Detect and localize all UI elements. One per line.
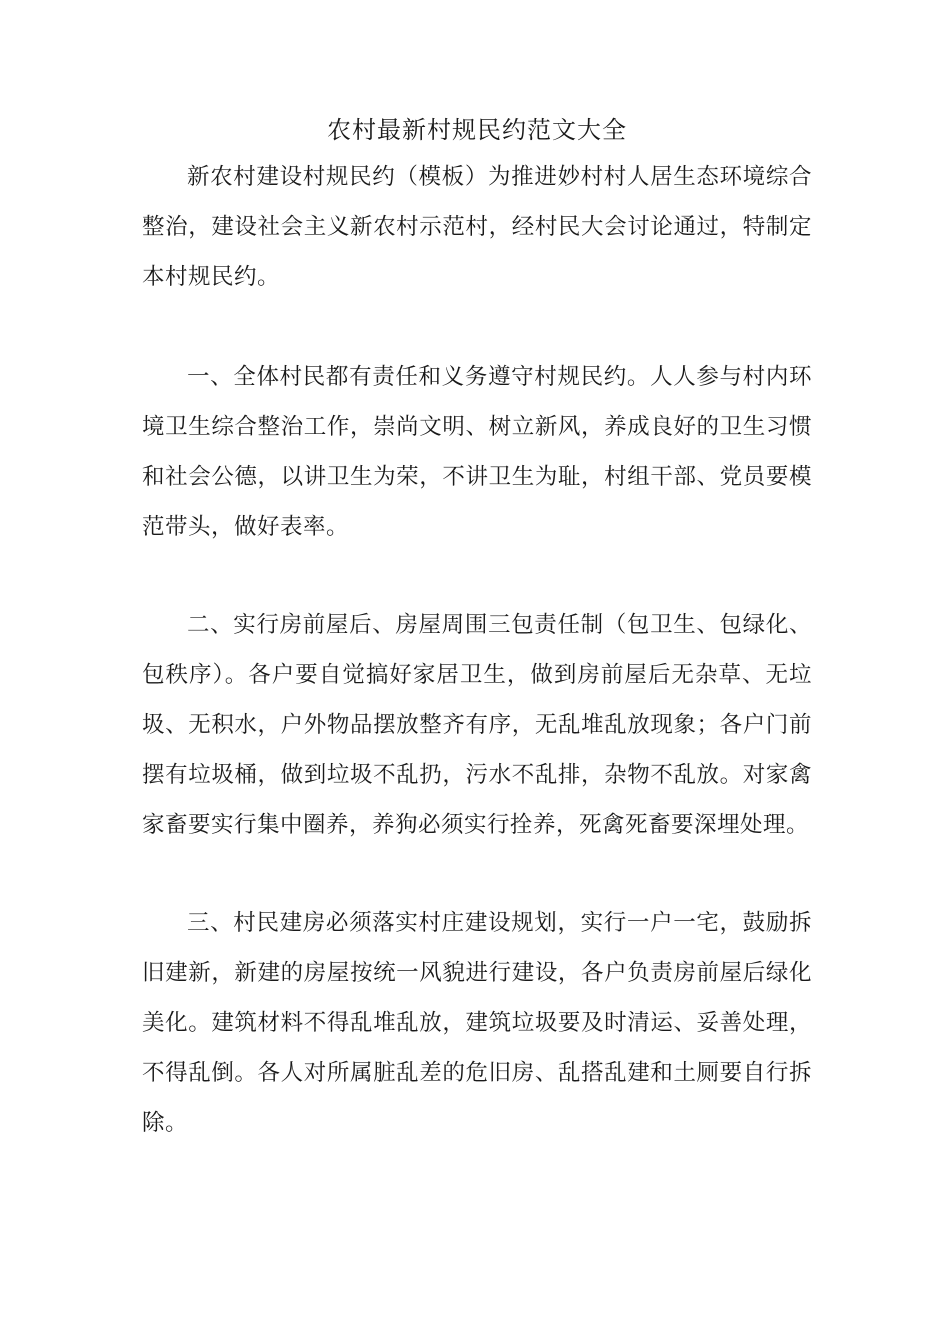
article-two-paragraph: 二、实行房前屋后、房屋周围三包责任制（包卫生、包绿化、包秩序）。各户要自觉搞好家居卫生，做到房前屋后无杂草、无垃圾、无积水，户外物品摆放整齐有序，无乱堆乱放现象；各户门前摆有垃圾桶，做到垃圾不乱扔，污水不乱排，杂物不乱放。对家禽家畜要实行集中圈养，养狗必须实行拴养，死禽死畜要深埋处理。: [142, 612, 812, 838]
intro-paragraph: 新农村建设村规民约（模板）为推进妙村村人居生态环境综合整治，建设社会主义新农村示范村，经村民大会讨论通过，特制定本村规民约。: [142, 164, 812, 290]
article-three-paragraph: 三、村民建房必须落实村庄建设规划，实行一户一宅，鼓励拆旧建新，新建的房屋按统一风貌进行建设，各户负责房前屋后绿化美化。建筑材料不得乱堆乱放，建筑垃圾要及时清运、妥善处理，不得乱倒。各人对所属脏乱差的危旧房、乱搭乱建和土厕要自行拆除。: [142, 910, 812, 1136]
document-title: 农村最新村规民约范文大全: [327, 116, 627, 144]
article-one-paragraph: 一、全体村民都有责任和义务遵守村规民约。人人参与村内环境卫生综合整治工作，崇尚文明、树立新风，养成良好的卫生习惯和社会公德，以讲卫生为荣，不讲卫生为耻，村组干部、党员要模范带头，做好表率。: [142, 364, 812, 540]
